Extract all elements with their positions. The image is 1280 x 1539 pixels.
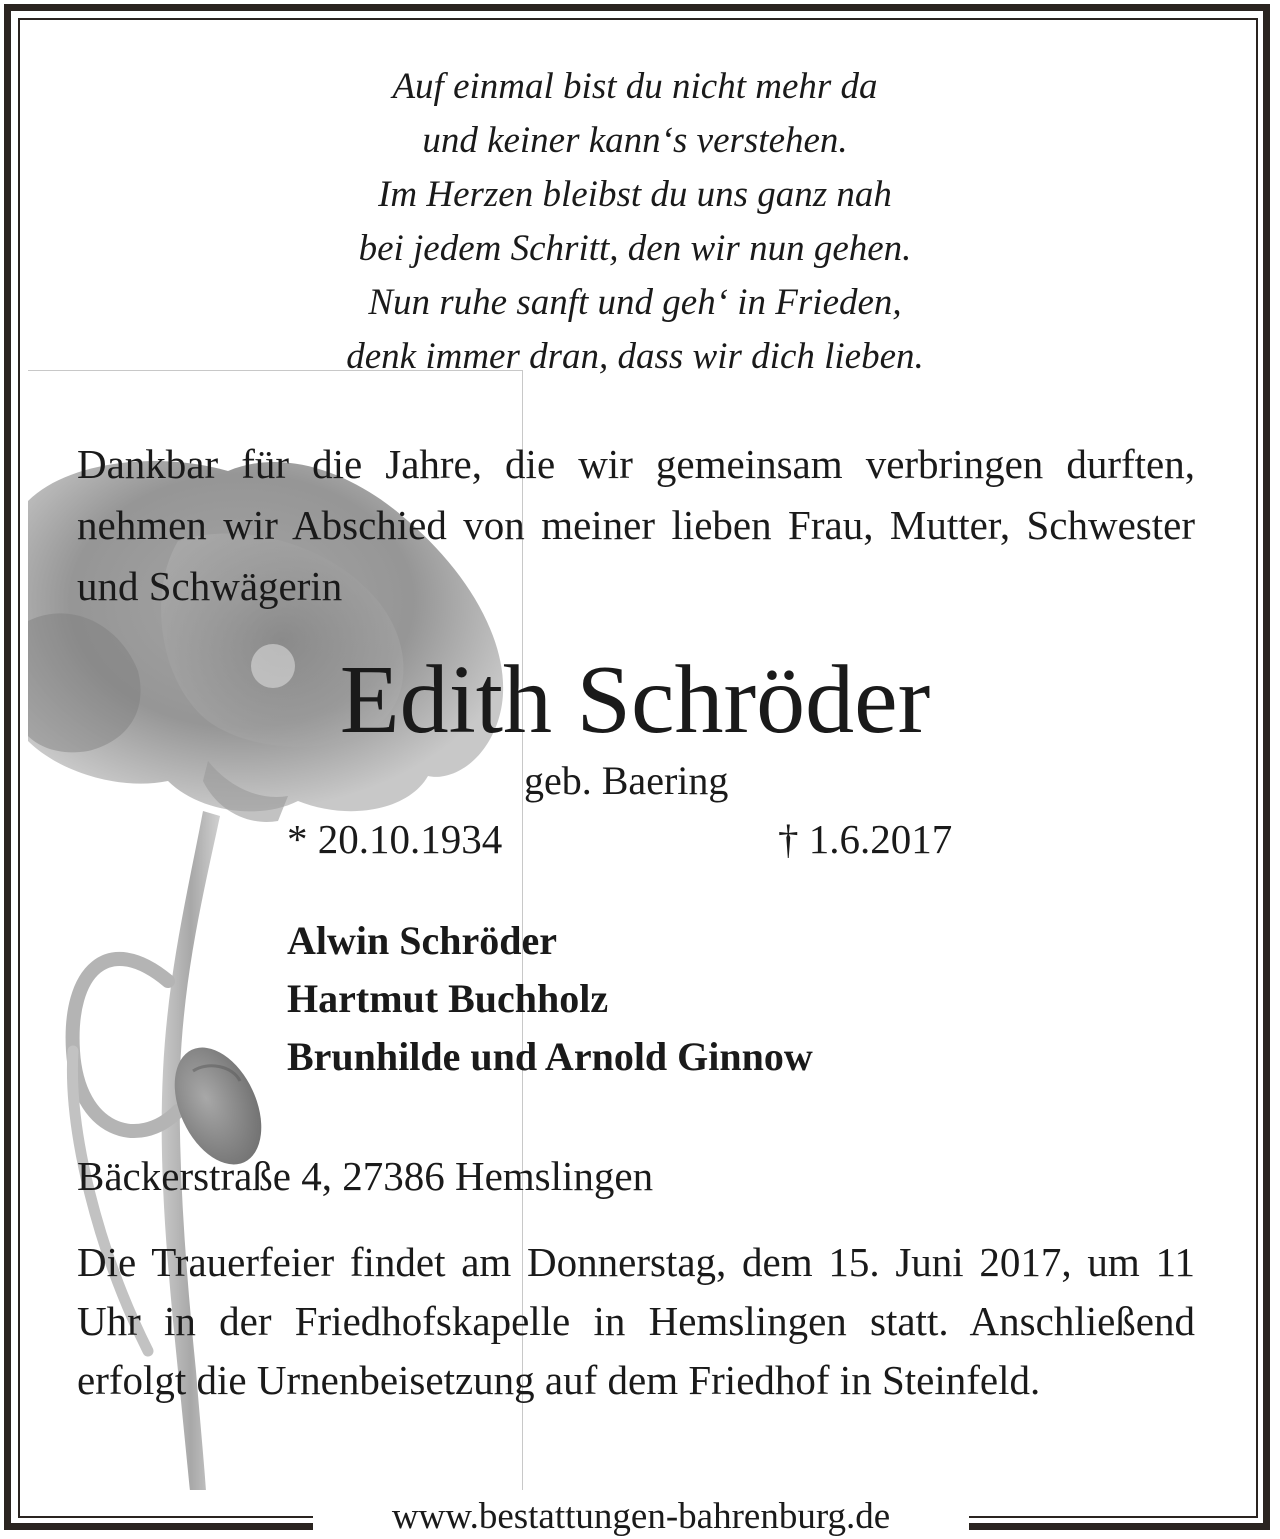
birth-date: * 20.10.1934 — [287, 816, 503, 862]
maiden-name: geb. Baering — [524, 758, 729, 803]
mourners-list — [287, 912, 813, 1086]
poem — [0, 60, 1270, 384]
service-text: Die Trauerfeier findet am Donnerstag, dem 15. Juni 2017, um 11 Uhr in der Friedhofskapelle in Hemslingen statt. Anschließend erfolgt die Urnenbeisetzung auf dem Friedhof in Steinfeld. — [77, 1239, 1195, 1403]
deceased-name: Edith Schröder — [339, 646, 931, 754]
mourner-name: Alwin Schröder — [287, 918, 557, 963]
death-date: † 1.6.2017 — [778, 816, 953, 862]
poem-line: Im Herzen bleibst du uns ganz nah — [378, 174, 892, 215]
poem-line: und keiner kann‘s verstehen. — [422, 120, 848, 161]
mourner-name: Hartmut Buchholz — [287, 976, 609, 1021]
poem-line: Nun ruhe sanft und geh‘ in Frieden, — [368, 282, 902, 323]
intro-text: Dankbar für die Jahre, die wir gemeinsam verbringen durften, nehmen wir Abschied von meiner lieben Frau, Mutter, Schwester und Schwägerin — [77, 441, 1195, 609]
address: Bäckerstraße 4, 27386 Hemslingen — [77, 1153, 654, 1199]
poem-line: denk immer dran, dass wir dich lieben. — [346, 336, 924, 377]
website-link[interactable]: www.bestattungen-bahrenburg.de — [313, 1494, 969, 1539]
poem-line: Auf einmal bist du nicht mehr da — [392, 66, 878, 107]
mourner-name: Brunhilde und Arnold Ginnow — [287, 1034, 813, 1079]
poem-line: bei jedem Schritt, den wir nun gehen. — [358, 228, 912, 269]
